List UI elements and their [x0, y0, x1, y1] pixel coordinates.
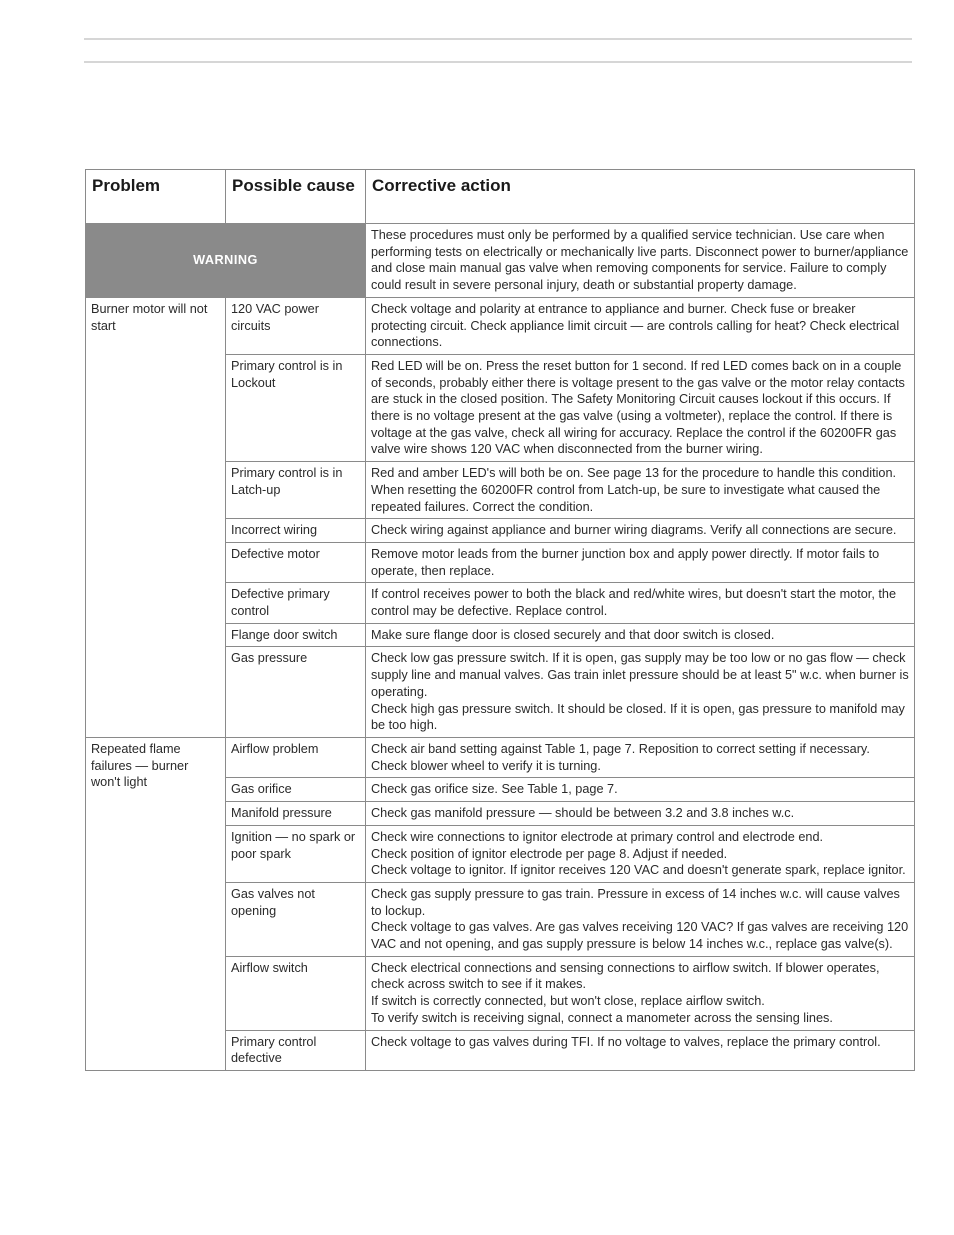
corrective-action-line: If control receives power to both the black and red/white wires, but doesn't start the motor, the control may be defective. Replace control.: [371, 587, 897, 619]
corrective-action-cell: [366, 519, 915, 543]
problem-cell: Burner motor will not start: [86, 297, 226, 737]
corrective-action-cell: [366, 623, 915, 647]
problem-cell: Repeated flame failures — burner won't light: [86, 737, 226, 1070]
corrective-action-cell: [366, 462, 915, 519]
corrective-action-cell: [366, 297, 915, 354]
possible-cause-cell: Defective primary control: [226, 583, 366, 623]
warning-banner: WARNING: [86, 224, 366, 298]
corrective-action-cell: [366, 778, 915, 802]
header-rule-top: [84, 38, 912, 40]
column-header-corrective-action: Corrective action: [366, 170, 915, 224]
corrective-action-cell: [366, 542, 915, 582]
corrective-action-line: Check air band setting against Table 1, page 7. Reposition to correct setting if necessary. Check blower wheel to verify it is turning.: [371, 741, 870, 773]
possible-cause-cell: Gas orifice: [226, 778, 366, 802]
corrective-action-line: Check high gas pressure switch. It should be closed. If it is open, gas pressure to manifold may be too high.: [371, 701, 905, 733]
possible-cause-cell: Airflow switch: [226, 956, 366, 1030]
corrective-action-line: To verify switch is receiving signal, connect a manometer across the sensing lines.: [371, 1010, 833, 1025]
corrective-action-cell: [366, 956, 915, 1030]
warning-text: These procedures must only be performed by a qualified service technician. Use care when performing tests on electrically or mechanically live parts. Disconnect power to burner/appliance and close main manual gas valve when removing components for service. Failure to comply could result in severe personal injury, death or substantial property damage.: [366, 224, 915, 298]
column-header-problem: Problem: [86, 170, 226, 224]
corrective-action-line: Red and amber LED's will both be on. See page 13 for the procedure to handle this condition. When resetting the 60200FR control from Latch-up, be sure to investigate what caused the repeated failures. Correct the condition.: [371, 466, 897, 514]
possible-cause-cell: Airflow problem: [226, 737, 366, 777]
possible-cause-cell: Defective motor: [226, 542, 366, 582]
corrective-action-line: Check wire connections to ignitor electrode at primary control and electrode end.: [371, 829, 824, 844]
header-rule-bottom: [84, 61, 912, 63]
table-row: [86, 297, 915, 354]
corrective-action-cell: [366, 737, 915, 777]
troubleshooting-table: [85, 169, 915, 1071]
possible-cause-cell: Primary control defective: [226, 1030, 366, 1070]
possible-cause-cell: 120 VAC power circuits: [226, 297, 366, 354]
possible-cause-cell: Incorrect wiring: [226, 519, 366, 543]
corrective-action-line: Remove motor leads from the burner junction box and apply power directly. If motor fails to operate, then replace.: [371, 546, 880, 578]
possible-cause-cell: Gas valves not opening: [226, 882, 366, 956]
corrective-action-line: Check electrical connections and sensing connections to airflow switch. If blower operates, check across switch to see if it makes.: [371, 960, 880, 992]
corrective-action-cell: [366, 882, 915, 956]
corrective-action-cell: [366, 583, 915, 623]
corrective-action-line: Check gas orifice size. See Table 1, page 7.: [371, 782, 618, 797]
corrective-action-cell: [366, 354, 915, 461]
corrective-action-line: Check voltage to ignitor. If ignitor receives 120 VAC and doesn't generate spark, replace ignitor.: [371, 863, 906, 878]
corrective-action-line: Make sure flange door is closed securely and that door switch is closed.: [371, 627, 775, 642]
corrective-action-line: If switch is correctly connected, but won't close, replace airflow switch.: [371, 994, 765, 1009]
corrective-action-line: Check low gas pressure switch. If it is open, gas supply may be too low or no gas flow — check supply line and manual valves. Gas train inlet pressure should be at least 5" w.c. when burner is operating.: [371, 651, 909, 699]
corrective-action-line: Check gas manifold pressure — should be between 3.2 and 3.8 inches w.c.: [371, 806, 795, 821]
corrective-action-cell: [366, 647, 915, 738]
corrective-action-line: Check wiring against appliance and burner wiring diagrams. Verify all connections are secure.: [371, 523, 897, 538]
table-row: [86, 737, 915, 777]
possible-cause-cell: Gas pressure: [226, 647, 366, 738]
possible-cause-cell: Ignition — no spark or poor spark: [226, 825, 366, 882]
corrective-action-line: Check voltage and polarity at entrance to appliance and burner. Check fuse or breaker protecting circuit. Check appliance limit circuit — are controls calling for heat? Check electrical connections.: [371, 301, 900, 350]
corrective-action-line: Check voltage to gas valves. Are gas valves receiving 120 VAC? If gas valves are receiving 120 VAC and not opening, and gas supply pressure is below 14 inches w.c., replace gas valve(s).: [371, 920, 909, 952]
corrective-action-cell: [366, 1030, 915, 1070]
corrective-action-line: Red LED will be on. Press the reset button for 1 second. If red LED comes back on in a couple of seconds, probably either there is voltage present to the gas valve or the motor relay contacts are stuck in the closed position. The Safety Monitoring Circuit causes lockout if this occurs. If there is no voltage present at the gas valve (using a voltmeter), replace the control. If there is voltage at the gas valve, check all wiring for accuracy. Replace the control if the 60200FR gas valve wire shows 120 VAC when disconnected from the burner wiring.: [371, 358, 905, 457]
corrective-action-cell: [366, 825, 915, 882]
corrective-action-line: Check voltage to gas valves during TFI. If no voltage to valves, replace the primary control.: [371, 1034, 881, 1049]
corrective-action-line: Check position of ignitor electrode per page 8. Adjust if needed.: [371, 846, 728, 861]
possible-cause-cell: Manifold pressure: [226, 802, 366, 826]
possible-cause-cell: Primary control is in Latch-up: [226, 462, 366, 519]
warning-row: [86, 224, 915, 298]
possible-cause-cell: Flange door switch: [226, 623, 366, 647]
column-header-possible-cause: Possible cause: [226, 170, 366, 224]
table-header-row: [86, 170, 915, 224]
corrective-action-line: Check gas supply pressure to gas train. Pressure in excess of 14 inches w.c. will cause valves to lockup.: [371, 886, 900, 918]
possible-cause-cell: Primary control is in Lockout: [226, 354, 366, 461]
corrective-action-cell: [366, 802, 915, 826]
